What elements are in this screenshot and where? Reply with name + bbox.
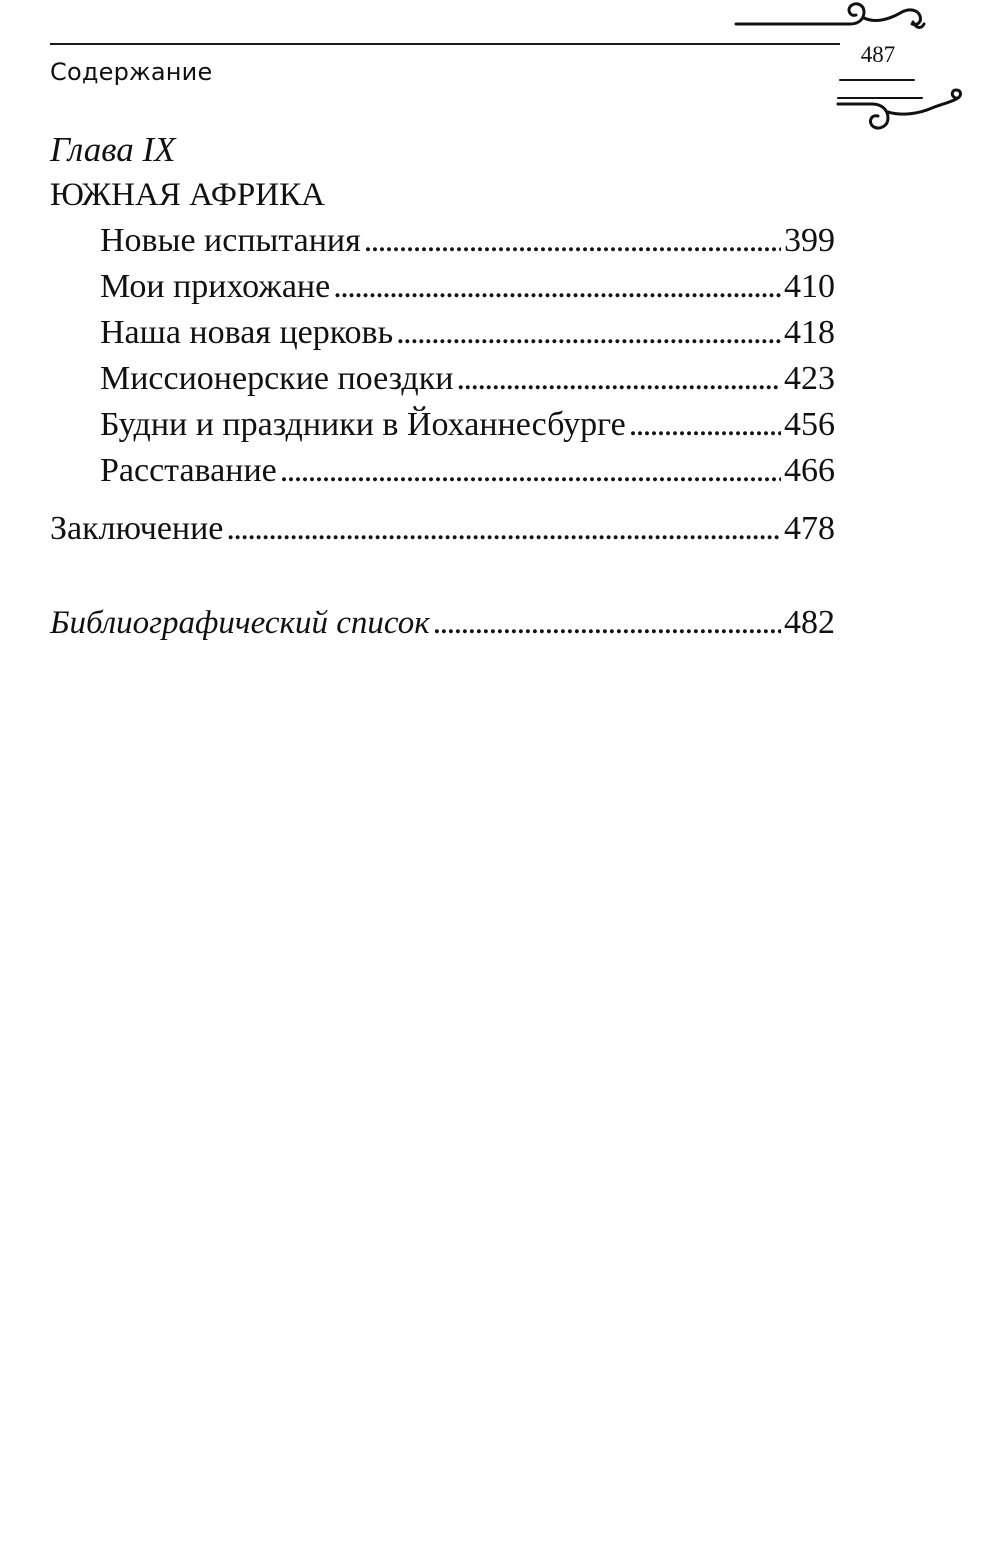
toc-entry-page: 478 xyxy=(784,510,835,547)
toc-entry xyxy=(50,402,835,448)
toc-entry-page: 418 xyxy=(784,314,835,351)
dot-leader xyxy=(433,600,781,646)
chapter-label: Глава IX xyxy=(50,130,176,169)
toc-entry-title: Будни и праздники в Йоханнесбурге xyxy=(100,406,626,443)
table-of-contents xyxy=(50,128,835,646)
header-rule xyxy=(50,43,840,45)
dot-leader xyxy=(333,264,781,310)
toc-entry-page: 423 xyxy=(784,360,835,397)
toc-entry xyxy=(50,356,835,402)
dot-leader xyxy=(456,356,781,402)
running-title: Содержание xyxy=(50,58,213,86)
toc-entry xyxy=(50,310,835,356)
toc-entry-conclusion xyxy=(50,506,835,552)
toc-entry-title: Библиографический список xyxy=(50,605,430,641)
toc-entry-page: 399 xyxy=(784,222,835,259)
toc-entry-page: 456 xyxy=(784,406,835,443)
page-number: 487 xyxy=(860,42,896,67)
toc-entry-page: 466 xyxy=(784,452,835,489)
toc-entry-title: Мои прихожане xyxy=(100,268,331,305)
toc-entry-bibliography xyxy=(50,600,835,646)
toc-entry-title: Заключение xyxy=(50,510,224,547)
toc-entry-title: Миссионерские поездки xyxy=(100,360,454,397)
toc-entry-page: 482 xyxy=(784,604,835,641)
chapter-title: ЮЖНАЯ АФРИКА xyxy=(50,177,325,213)
toc-entry-title: Наша новая церковь xyxy=(100,314,394,351)
dot-leader xyxy=(280,448,781,494)
toc-entry-page: 410 xyxy=(784,268,835,305)
dot-leader xyxy=(629,402,781,448)
toc-entry xyxy=(50,448,835,494)
dot-leader xyxy=(364,218,781,264)
toc-entry xyxy=(50,218,835,264)
toc-entry xyxy=(50,264,835,310)
toc-entry-title: Новые испытания xyxy=(100,222,361,259)
dot-leader xyxy=(396,310,781,356)
toc-entry-title: Расставание xyxy=(100,452,277,489)
dot-leader xyxy=(226,506,781,552)
